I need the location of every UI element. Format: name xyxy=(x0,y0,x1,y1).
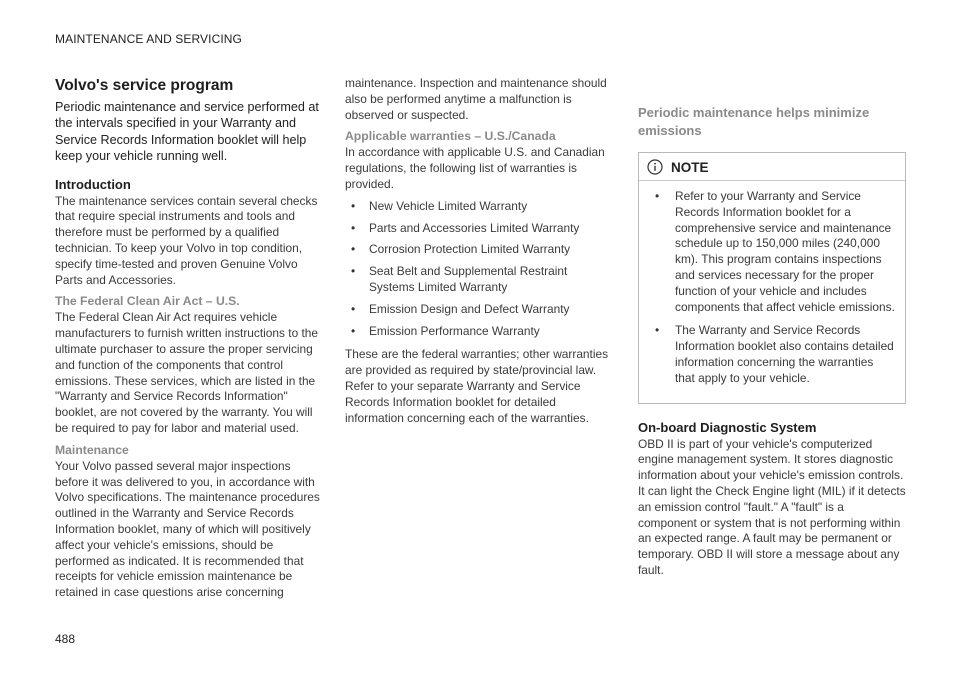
list-item: • New Vehicle Limited Warranty xyxy=(351,198,528,213)
note-list xyxy=(649,189,895,387)
obd-text: OBD II is part of your vehicle's computerized engine management system. It stores diagnostic information about your vehicle's emission controls. It can light the Check Engine light (MIL) if it detects an emission control "fault." A "fault" is a component or system that is not performing within an expected range. A fault may be permanent or temporary. OBD II will store a message about any fault. xyxy=(638,436,906,577)
lead-paragraph: Periodic maintenance and service performed at the intervals specified in your Warranty and Service Records Information booklet will help keep your vehicle running well. xyxy=(55,100,319,164)
emissions-heading: Periodic maintenance helps minimize emissions xyxy=(638,105,870,138)
introduction-text: The maintenance services contain several checks that require special instruments and tools and therefore must be performed by a qualified technician. To keep your Volvo in top condition, specify time-tested and proven Genuine Volvo Parts and Accessories. xyxy=(55,193,318,287)
running-header: MAINTENANCE AND SERVICING xyxy=(55,32,242,46)
maintenance-heading: Maintenance xyxy=(55,442,129,457)
list-item: • The Warranty and Service Records Information booklet also contains detailed information concerning the warranties that apply to your vehicle. xyxy=(655,323,894,385)
column-3 xyxy=(638,104,906,585)
warranties-heading: Applicable warranties – U.S./Canada xyxy=(345,129,556,144)
introduction-heading: Introduction xyxy=(55,176,131,192)
list-item: • Refer to your Warranty and Service Records Information booklet for a comprehensive service and maintenance schedule up to 150,000 miles (240,000 km). This program contains inspections and services necessary for the proper function of your vehicle and includes components that affect vehicle emissions. xyxy=(655,189,895,314)
obd-heading: On-board Diagnostic System xyxy=(638,419,817,435)
note-box xyxy=(638,152,906,404)
continued-text: maintenance. Inspection and maintenance should also be performed anytime a malfunction is observed or suspected. xyxy=(345,76,607,122)
list-item: • Corrosion Protection Limited Warranty xyxy=(351,242,571,257)
list-item: • Parts and Accessories Limited Warranty xyxy=(351,220,580,235)
section-title: Volvo's service program xyxy=(55,77,234,94)
list-item: • Emission Design and Defect Warranty xyxy=(351,301,570,316)
clean-air-act-text: The Federal Clean Air Act requires vehicle manufacturers to furnish written instructions to the ultimate purchaser to assure the proper servicing and function of the components that control emissions. These services, which are listed in the "Warranty and Service Records Information" booklet, are not covered by the warranty. You will be required to pay for labor and material used. xyxy=(55,310,319,435)
column-1 xyxy=(55,77,323,607)
warranties-intro: In accordance with applicable U.S. and Canadian regulations, the following list of warranties is provided. xyxy=(345,145,605,191)
maintenance-text: Your Volvo passed several major inspections before it was delivered to you, in accordance with Volvo specifications. The maintenance procedures outlined in the Warranty and Service Records Information booklet, many of which will positively affect your vehicle's emissions, should be performed as indicated. It is recommended that receipts for vehicle emission maintenance be retained in case questions arise concerning xyxy=(55,458,320,600)
note-header xyxy=(639,153,905,181)
info-icon xyxy=(647,159,663,175)
column-2 xyxy=(345,76,613,432)
clean-air-act-heading: The Federal Clean Air Act – U.S. xyxy=(55,294,240,309)
warranties-list xyxy=(345,199,613,340)
list-item: • Seat Belt and Supplemental Restraint Systems Limited Warranty xyxy=(351,264,568,294)
list-item: • Emission Performance Warranty xyxy=(351,323,540,338)
note-label: NOTE xyxy=(671,159,709,175)
page-number: 488 xyxy=(55,632,76,646)
warranties-outro: These are the federal warranties; other warranties are provided as required by state/provincial law. Refer to your separate Warranty and Service Records Information booklet for detailed information concerning each of the warranties. xyxy=(345,347,609,425)
